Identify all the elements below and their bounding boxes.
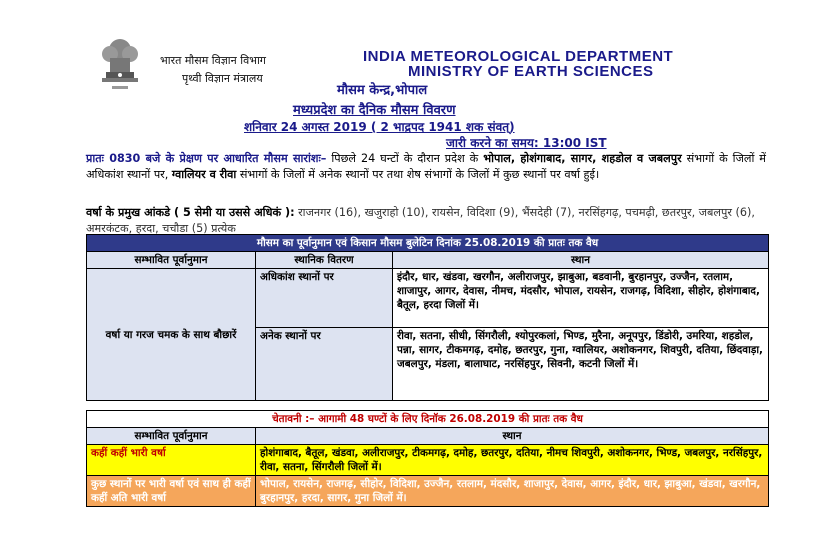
summary-lead: प्रातः 0830 बजे के प्रेक्षण पर आधारित मौसम सारांशः– (86, 152, 327, 165)
eng-title-line1: INDIA METEOROLOGICAL DEPARTMENT (363, 48, 674, 65)
forecast-table-title: मौसम का पूर्वानुमान एवं किसान मौसम बुलेटिन दिनांक 25.08.2019 की प्रातः तक वैध (87, 235, 769, 252)
places-cell: इंदौर, धार, खंडवा, खरगौन, अलीराजपुर, झाबुआ, बडवानी, बुरहानपुर, उज्जैन, रतलाम, शाजापुर, आगर, देवास, नीमच, मंदसौर, भोपाल, रायसेन, राजगढ़, विदिशा, सीहोर, होशंगाबाद, बैतूल, हरदा जिलों में। (393, 269, 769, 328)
table-row (87, 269, 769, 328)
warning-title-row (87, 411, 769, 428)
table-row (87, 445, 769, 476)
summary-divisions1: भोपाल, होशंगाबाद, सागर, शहडोल व जबलपुर (483, 152, 682, 165)
rainfall-values: राजनगर (16), खजुराहो (10), रायसेन, विदिशा (9), भैंसदेही (7), नरसिंहगढ़, पचमढ़ी, छतरपुर, जबलपुर (6), अमरकंटक, हरदा, चचौडा (5) प्रत्येक (86, 206, 755, 235)
issue-time: जारी करने का समय: 13:00 IST (446, 136, 607, 150)
forecast-label: वर्षा या गरज चमक के साथ बौछारें (87, 269, 256, 401)
col-header-distribution: स्थानिक वितरण (256, 252, 393, 269)
summary-divisions2: ग्वालियर व रीवा (171, 168, 237, 181)
warning-table (86, 410, 769, 507)
rainfall-label: वर्षा के प्रमुख आंकडे ( 5 सेमी या उससे अधिकं ): (86, 206, 295, 219)
hindi-department-name (160, 52, 266, 88)
weather-summary (86, 151, 766, 183)
forecast-cell: कुछ स्थानों पर भारी वर्षा एवं साथ ही कहीं कहीं अति भारी वर्षा (87, 476, 256, 507)
report-title: मध्यप्रदेश का दैनिक मौसम विवरण (293, 103, 456, 118)
forecast-table (86, 234, 769, 401)
hindi-dept-line1: भारत मौसम विज्ञान विभाग (160, 54, 266, 67)
weather-centre: मौसम केन्द्र,भोपाल (337, 83, 428, 98)
eng-title-line2: MINISTRY OF EARTH SCIENCES (408, 63, 654, 80)
national-emblem-icon (92, 24, 148, 96)
col-header-places: स्थान (393, 252, 769, 269)
summary-text2: संभागों के जिलों में अधिकांश स्थानों पर, (86, 152, 766, 181)
col-header-forecast: सम्भावित पूर्वानुमान (87, 252, 256, 269)
col-header-places: स्थान (256, 428, 769, 445)
table-row (87, 476, 769, 507)
report-date: शनिवार 24 अगस्त 2019 ( 2 भाद्रपद 1941 शक संवत्) (244, 120, 515, 134)
rainfall-data (86, 205, 766, 237)
places-cell: भोपाल, रायसेन, राजगढ़, सीहोर, विदिशा, उज्जैन, रतलाम, मंदसौर, शाजापुर, देवास, आगर, इंदौर, धार, झाबुआ, खंडवा, खरगौन, बुरहानपुर, हरदा, सागर, गुना जिलों में। (256, 476, 769, 507)
distribution-cell: अधिकांश स्थानों पर (256, 269, 393, 328)
col-header-forecast: सम्भावित पूर्वानुमान (87, 428, 256, 445)
forecast-table-title-row (87, 235, 769, 252)
english-department-title (363, 49, 673, 79)
places-cell: होशंगाबाद, बैतूल, खंडवा, अलीराजपुर, टीकमगढ़, दमोह, छतरपुर, दतिया, नीमच शिवपुरी, अशोकनगर, भिण्ड, जबलपुर, नरसिंहपुर, रीवा, सतना, सिंगरौली जिलों में। (256, 445, 769, 476)
places-cell: रीवा, सतना, सीधी, सिंगरौली, श्योपुरकलां, भिण्ड, मुरैना, अनूपपुर, डिंडोरी, उमरिया, शहडोल, पन्ना, सागर, टीकमगढ़, दमोह, छतरपुर, गुना, ग्वालियर, अशोकनगर, शिवपुरी, दतिया, छिंदवाड़ा, जबलपुर, मंडला, बालाघाट, नरसिंहपुर, सिवनी, कटनी जिलों में। (393, 328, 769, 401)
summary-text1: पिछले 24 घन्टों के दौरान प्रदेश के (326, 152, 484, 165)
summary-text3: संभागों के जिलों में अनेक स्थानों पर तथा शेष संभागों के जिलों में कुछ स्थानों पर वर्षा हुई। (236, 168, 600, 181)
forecast-cell: कहीं कहीं भारी वर्षा (87, 445, 256, 476)
forecast-table-header-row (87, 252, 769, 269)
warning-title: चेतावनी :– आगामी 48 घण्टों के लिए दिनॉक 26.08.2019 की प्रातः तक वैध (87, 411, 769, 428)
hindi-dept-line2: पृथ्वी विज्ञान मंत्रालय (182, 72, 263, 85)
distribution-cell: अनेक स्थानों पर (256, 328, 393, 401)
warning-header-row (87, 428, 769, 445)
